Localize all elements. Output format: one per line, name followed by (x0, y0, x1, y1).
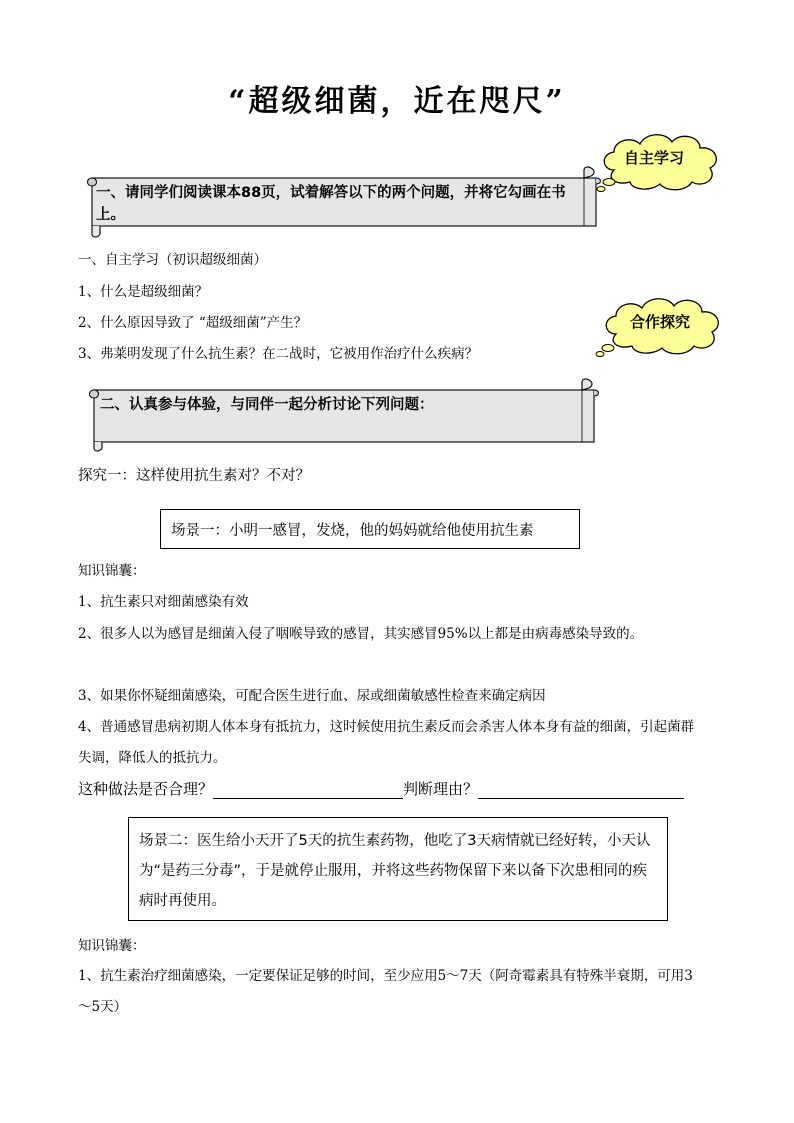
section1-banner (84, 164, 602, 240)
page-title: “超级细菌，近在咫尺” (228, 84, 566, 119)
knowledge-item: 3、如果你怀疑细菌感染，可配合医生进行血、尿或细菌敏感性检查来确定病因 (78, 688, 546, 704)
section2-banner-text: 二、认真参与体验，与同伴一起分析讨论下列问题： (100, 397, 434, 413)
question-2: 2、什么原因导致了 “超级细菌”产生？ (78, 315, 308, 331)
reason-answer-blank[interactable] (478, 782, 684, 799)
knowledge-item: 1、抗生素治疗细菌感染，一定要保证足够的时间，至少应用5～7天（阿奇霉素具有特殊半衰期，可用3～5天） (78, 968, 693, 1015)
knowledge-item: 1、抗生素只对细菌感染有效 (78, 594, 249, 610)
scene1-box (160, 509, 580, 549)
knowledge-item: 2、很多人以为感冒是细菌入侵了咽喉导致的感冒，其实感冒95%以上都是由病毒感染导致的。 (78, 626, 644, 642)
scene1-text: 场景一：小明一感冒，发烧，他的妈妈就给他使用抗生素 (171, 523, 534, 539)
section2-banner (86, 378, 600, 452)
cooperate-label: 合作探究 (630, 313, 691, 331)
judgement-row (78, 778, 684, 799)
knowledge-label-2: 知识锦囊： (78, 938, 146, 954)
reason-prompt: 判断理由？ (403, 780, 479, 798)
judge-answer-blank[interactable] (213, 782, 403, 799)
cooperate-badge (592, 292, 732, 372)
knowledge-item: 4、普通感冒患病初期人体本身有抵抗力，这时候使用抗生素反而会杀害人体本身有益的细菌，引起菌群失调，降低人的抵抗力。 (78, 719, 695, 766)
question-3: 3、弗莱明发现了什么抗生素？在二战时，它被用作治疗什么疾病？ (78, 346, 479, 362)
cloud-icon (592, 292, 732, 372)
self-study-badge (592, 126, 732, 206)
scene2-text: 场景二：医生给小天开了5天的抗生素药物，他吃了3天病情就已经好转，小天认为“是药三分毒”，于是就停止服用，并将这些药物保留下来以备下次患相同的疾病时再使用。 (139, 833, 651, 909)
scene2-box (128, 817, 668, 921)
self-study-label: 自主学习 (624, 149, 685, 167)
explore1-heading: 探究一：这样使用抗生素对？不对？ (78, 468, 310, 484)
knowledge-label-1: 知识锦囊： (78, 563, 146, 579)
question-1: 1、什么是超级细菌？ (78, 284, 209, 300)
section1-banner-text: 一、请同学们阅读课本88页，试着解答以下的两个问题，并将它勾画在书上。 (96, 185, 566, 223)
section1-heading: 一、自主学习（初识超级细菌） (78, 252, 267, 268)
judge-prompt: 这种做法是否合理？ (78, 780, 214, 798)
